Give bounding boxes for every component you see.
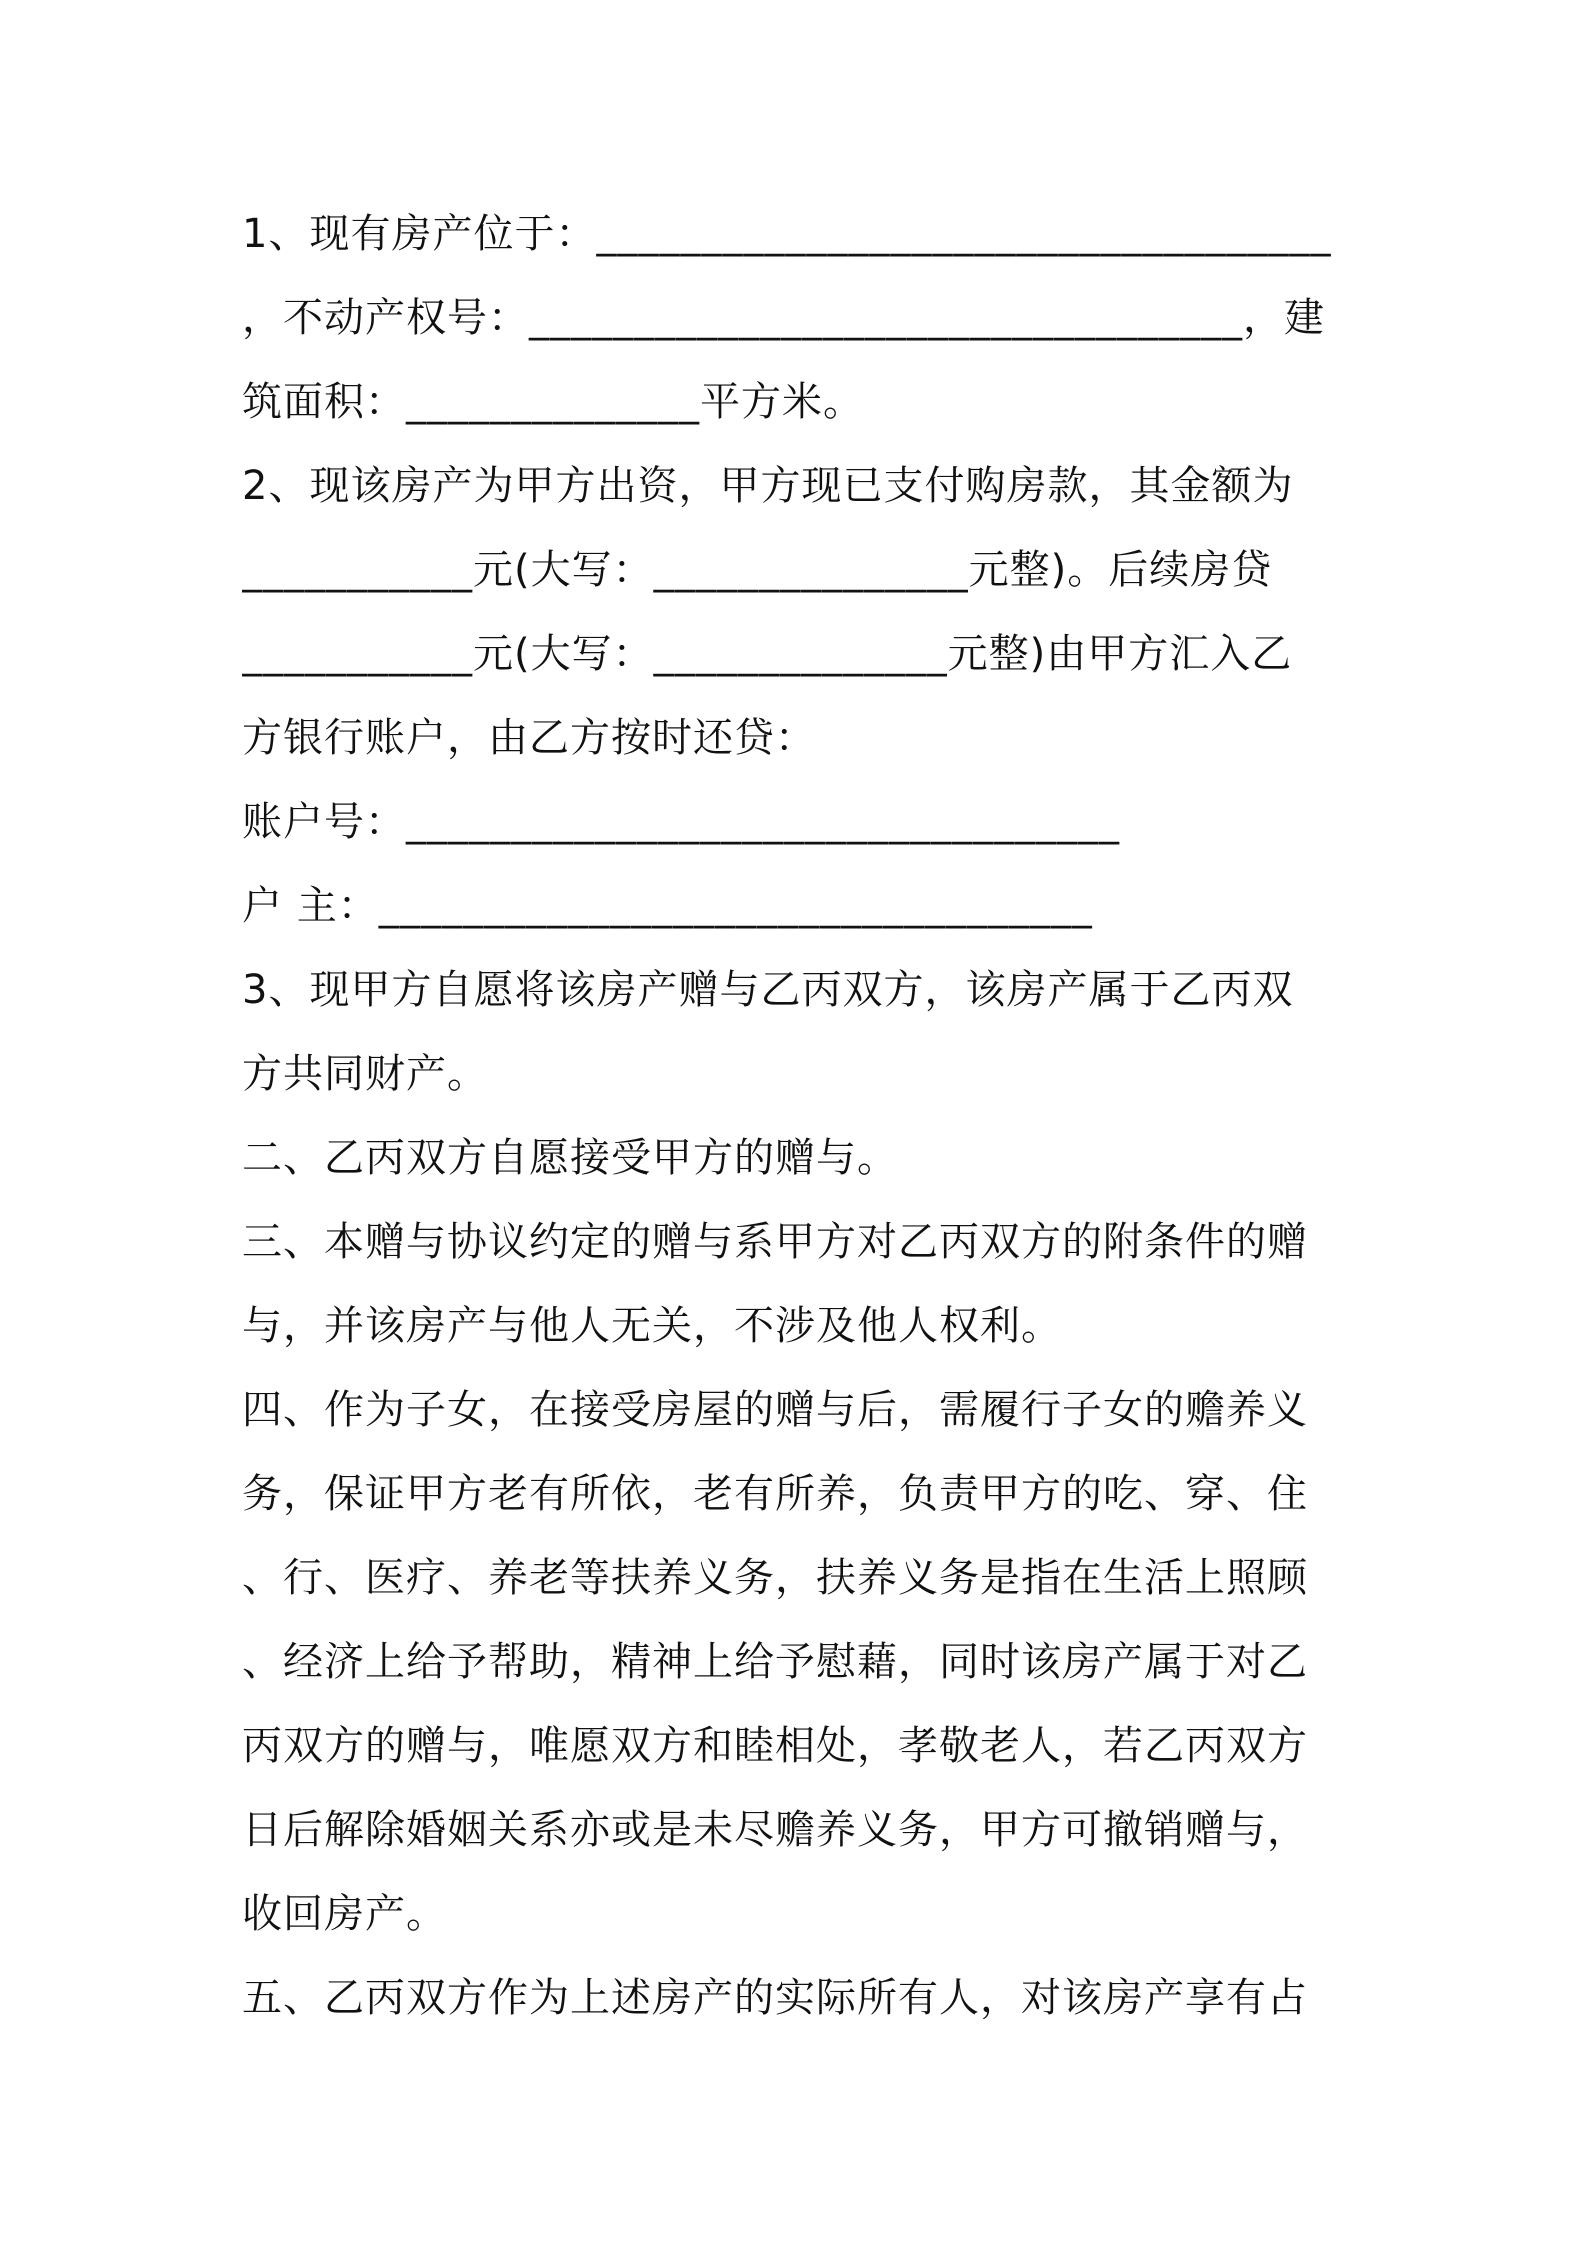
section-4-line-5: 丙双方的赠与，唯愿双方和睦相处，孝敬老人，若乙丙双方 — [242, 1723, 1308, 1769]
clause-2-line-1: 2、现该房产为甲方出资，甲方现已支付购房款，其金额为 — [242, 463, 1294, 509]
clause-2-line-3: ___________元(大写：______________元整)由甲方汇入乙 — [242, 631, 1293, 677]
section-4-line-1: 四、作为子女，在接受房屋的赠与后，需履行子女的赡养义 — [242, 1387, 1308, 1433]
account-number-line: 账户号：__________________________________ — [242, 799, 1120, 845]
clause-3-line-1: 3、现甲方自愿将该房产赠与乙丙双方，该房产属于乙丙双 — [242, 967, 1294, 1013]
section-3-line-2: 与，并该房产与他人无关，不涉及他人权利。 — [242, 1303, 1062, 1349]
section-4-line-7: 收回房产。 — [242, 1891, 447, 1937]
clause-1-property-number-line: ，不动产权号：__________________________________，建 — [242, 295, 1325, 341]
section-2-line: 二、乙丙双方自愿接受甲方的赠与。 — [242, 1135, 898, 1181]
clause-1-area-line: 筑面积：______________平方米。 — [242, 379, 864, 425]
section-4-line-2: 务，保证甲方老有所依，老有所养，负责甲方的吃、穿、住 — [242, 1471, 1308, 1517]
clause-2-line-2: ___________元(大写：_______________元整)。后续房贷 — [242, 547, 1273, 593]
account-holder-line: 户 主：__________________________________ — [242, 883, 1093, 929]
section-4-line-3: 、行、医疗、养老等扶养义务，扶养义务是指在生活上照顾 — [242, 1555, 1308, 1601]
section-4-line-4: 、经济上给予帮助，精神上给予慰藉，同时该房产属于对乙 — [242, 1639, 1308, 1685]
section-5-line-1: 五、乙丙双方作为上述房产的实际所有人，对该房产享有占 — [242, 1975, 1308, 2021]
clause-1-location-line: 1、现有房产位于：___________________________________ — [242, 211, 1332, 257]
clause-2-line-4: 方银行账户，由乙方按时还贷： — [242, 715, 816, 761]
clause-3-line-2: 方共同财产。 — [242, 1051, 488, 1097]
section-3-line-1: 三、本赠与协议约定的赠与系甲方对乙丙双方的附条件的赠 — [242, 1219, 1308, 1265]
section-4-line-6: 日后解除婚姻关系亦或是未尽赡养义务，甲方可撤销赠与， — [242, 1807, 1308, 1853]
